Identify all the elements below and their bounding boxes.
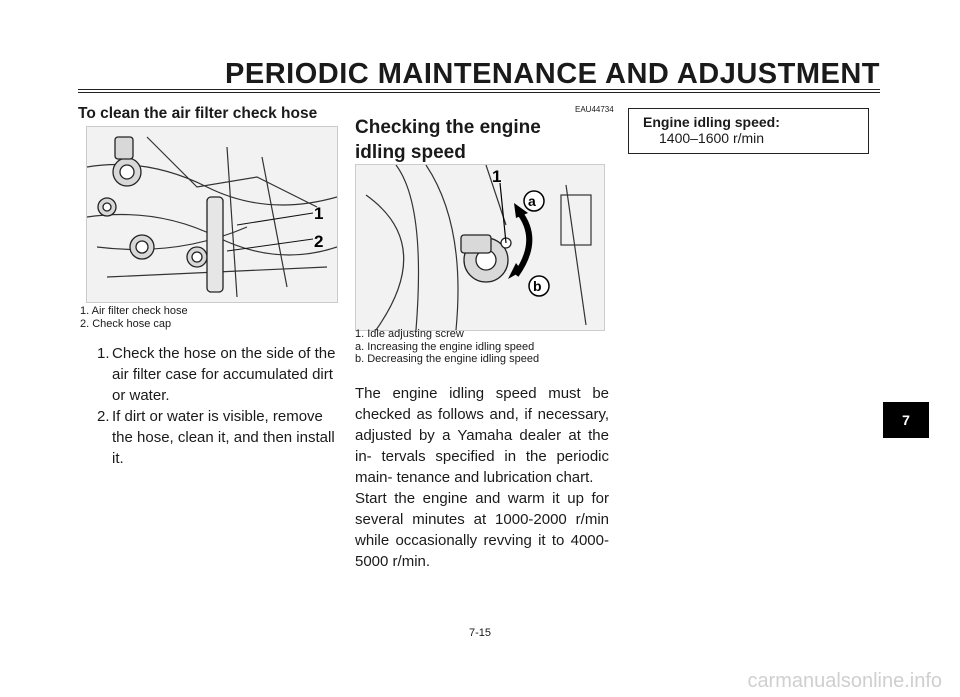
air-filter-hose-figure	[86, 126, 338, 303]
spec-value: 1400–1600 r/min	[659, 130, 765, 146]
idling-captions	[355, 328, 539, 366]
section-code: EAU44734	[575, 105, 614, 114]
step-item: 1. Check the hose on the side of the air filter case for accumulated dirt or water.	[97, 345, 336, 404]
caption-line: 1. Air filter check hose	[80, 305, 188, 317]
page-number: 7-15	[468, 627, 492, 639]
caption-line: 1. Idle adjusting screw	[355, 328, 464, 340]
figure-label-2: 2	[314, 232, 324, 251]
air-filter-illustration	[87, 127, 337, 302]
idling-speed-figure	[355, 164, 605, 331]
air-filter-captions	[80, 305, 188, 330]
air-filter-steps	[78, 343, 336, 469]
section-heading-idling: Checking the engine idling speed	[355, 117, 541, 163]
chapter-tab: 7	[883, 402, 929, 438]
paragraph: The engine idling speed must be checked as follows and, if necessary, adjusted by a Yamaha dealer at the in- tervals specified in the periodic main- tenance and lubrication chart.	[355, 385, 609, 486]
page-header-title: PERIODIC MAINTENANCE AND ADJUSTMENT	[225, 58, 880, 90]
caption-line: b. Decreasing the engine idling speed	[355, 353, 540, 365]
figure-label-1: 1	[314, 204, 324, 223]
watermark: carmanualsonline.info	[747, 670, 942, 692]
figure-label-1: 1	[492, 167, 502, 186]
figure-label-a: a	[528, 193, 536, 209]
paragraph: Start the engine and warm it up for several minutes at 1000-2000 r/min while occasionally revving it to 4000- 5000 r/min.	[355, 490, 609, 570]
section-heading-air-filter: To clean the air filter check hose	[78, 105, 318, 122]
step-item: 2. If dirt or water is visible, remove the hose, clean it, and then install it.	[97, 408, 335, 467]
spec-label: Engine idling speed:	[643, 114, 780, 130]
caption-line: a. Increasing the engine idling speed	[355, 340, 535, 353]
caption-line: 2. Check hose cap	[80, 317, 172, 330]
idling-body-text	[355, 383, 609, 572]
header-rule	[78, 89, 880, 93]
figure-label-b: b	[533, 278, 542, 294]
spec-box	[628, 108, 869, 154]
idling-illustration	[356, 165, 604, 330]
